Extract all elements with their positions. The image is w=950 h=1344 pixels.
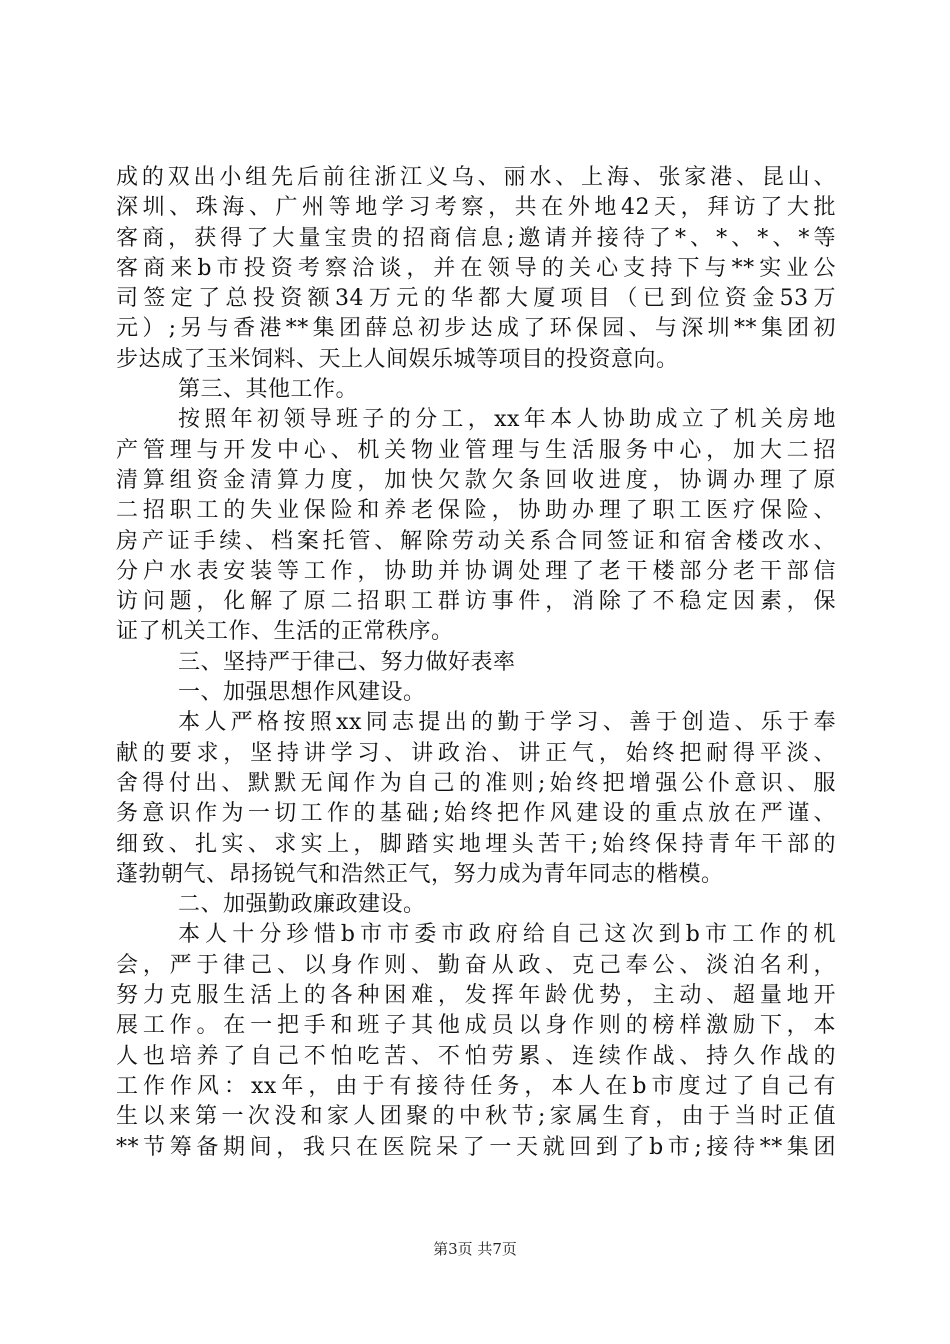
text-line: 成的双出小组先后前往浙江义乌、丽水、上海、张家港、昆山、: [116, 165, 836, 190]
text-line: 努力克服生活上的各种困难，发挥年龄优势，主动、超量地开: [116, 983, 836, 1009]
text-line: 访问题，化解了原二招职工群访事件，消除了不稳定因素，保: [116, 589, 836, 615]
text-line: 细致、扎实、求实上，脚踏实地埋头苦干;始终保持青年干部的: [116, 831, 836, 857]
section-heading: 第三、其他工作。: [178, 377, 359, 403]
section-heading: 二、加强勤政廉政建设。: [178, 892, 426, 918]
body-text: [116, 163, 836, 1163]
text-line: 客商，获得了大量宝贵的招商信息;邀请并接待了*、*、*、*等: [116, 225, 836, 251]
section-heading: 一、加强思想作风建设。: [178, 680, 426, 706]
text-line: 工作作风：xx年，由于有接待任务，本人在b市度过了自己有: [116, 1073, 836, 1099]
text-line: 产管理与开发中心、机关物业管理与生活服务中心，加大二招: [116, 437, 836, 463]
text-line: 二招职工的失业保险和养老保险，协助办理了职工医疗保险、: [116, 498, 836, 524]
text-line: 生以来第一次没和家人团聚的中秋节;家属生育，由于当时正值: [116, 1104, 836, 1130]
text-line: 证了机关工作、生活的正常秩序。: [116, 619, 454, 645]
text-line: 清算组资金清算力度，加快欠款欠条回收进度，协调办理了原: [116, 467, 836, 493]
text-line: 蓬勃朝气、昂扬锐气和浩然正气，努力成为青年同志的楷模。: [116, 861, 724, 887]
text-line: 步达成了玉米饲料、天上人间娱乐城等项目的投资意向。: [116, 346, 679, 372]
text-line: 深圳、珠海、广州等地学习考察，共在外地42天，拜访了大批: [116, 195, 836, 221]
text-line: 献的要求，坚持讲学习、讲政治、讲正气，始终把耐得平淡、: [116, 740, 836, 766]
text-line: 本人十分珍惜b市市委市政府给自己这次到b市工作的机: [178, 922, 836, 948]
text-line: 本人严格按照xx同志提出的勤于学习、善于创造、乐于奉: [178, 710, 836, 736]
text-line: 按照年初领导班子的分工，xx年本人协助成立了机关房地: [178, 407, 836, 433]
text-line: 展工作。在一把手和班子其他成员以身作则的榜样激励下，本: [116, 1013, 836, 1039]
text-line: 房产证手续、档案托管、解除劳动关系合同签证和宿舍楼改水、: [116, 528, 836, 554]
text-line: 人也培养了自己不怕吃苦、不怕劳累、连续作战、持久作战的: [116, 1043, 836, 1069]
text-line: 务意识作为一切工作的基础;始终把作风建设的重点放在严谨、: [116, 801, 836, 827]
section-heading: 三、坚持严于律己、努力做好表率: [178, 649, 516, 675]
text-line: 舍得付出、默默无闻作为自己的准则;始终把增强公仆意识、服: [116, 770, 836, 796]
text-line: 元）;另与香港**集团薛总初步达成了环保园、与深圳**集团初: [116, 316, 836, 342]
text-line: 客商来b市投资考察洽谈，并在领导的关心支持下与**实业公: [116, 255, 836, 281]
text-line: **节筹备期间，我只在医院呆了一天就回到了b市;接待**集团: [116, 1134, 836, 1160]
page-footer: 第3页 共7页: [433, 1240, 517, 1258]
text-line: 司签定了总投资额34万元的华都大厦项目（已到位资金53万: [116, 286, 836, 312]
text-line: 会，严于律己、以身作则、勤奋从政、克己奉公、淡泊名利，: [116, 952, 836, 978]
text-line: 分户水表安装等工作，协助并协调处理了老干楼部分老干部信: [116, 558, 836, 584]
